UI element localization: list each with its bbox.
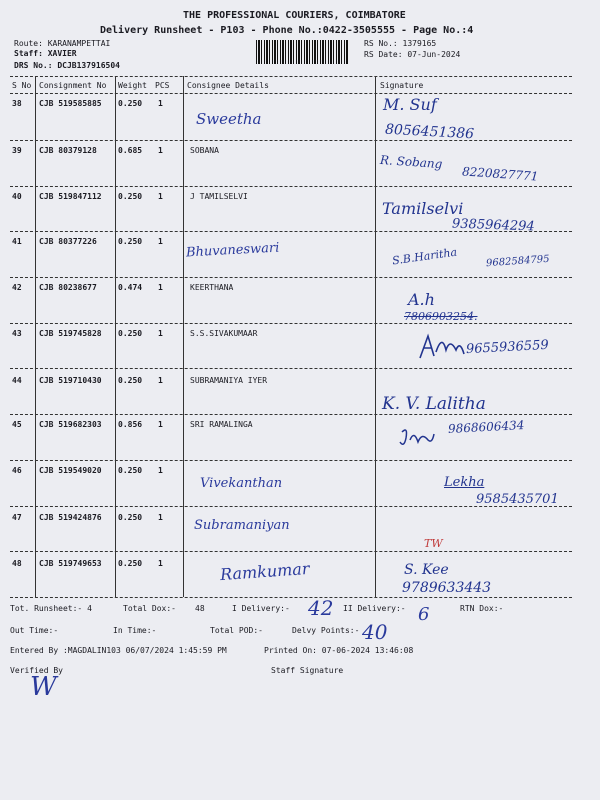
table-header-rule xyxy=(10,93,572,94)
row-pcs: 1 xyxy=(158,283,163,292)
row-pcs: 1 xyxy=(158,420,163,429)
row-consignee-handwritten: Bhuvaneswari xyxy=(185,240,280,261)
row-rule xyxy=(10,186,572,187)
total-dox-label: Total Dox:- xyxy=(123,604,176,613)
row-weight: 0.856 xyxy=(118,420,143,429)
col-divider xyxy=(375,76,376,597)
row-signature: TW xyxy=(424,537,443,550)
printed-on: Printed On: 07-06-2024 13:46:08 xyxy=(264,646,414,655)
row-weight: 0.250 xyxy=(118,466,143,475)
row-weight: 0.250 xyxy=(118,513,143,522)
col-header-weight: Weight xyxy=(118,81,147,90)
col-divider xyxy=(183,76,184,597)
col-header-consignment: Consignment No xyxy=(39,81,107,90)
row-sno: 47 xyxy=(12,513,22,522)
row-rule xyxy=(10,323,572,324)
delvy-points-label: Delvy Points:- xyxy=(292,626,360,635)
row-signature-phone: 7806903254. xyxy=(404,310,478,323)
row-pcs: 1 xyxy=(158,513,163,522)
row-signature-phone: 9655936559 xyxy=(465,337,550,358)
route-label: Route: KARANAMPETTAI xyxy=(14,39,111,48)
rs-number: RS No.: 1379165 xyxy=(364,39,437,48)
row-consignment-no: CJB 80238677 xyxy=(39,283,97,292)
row-consignment-no: CJB 519847112 xyxy=(39,192,102,201)
col-header-signature: Signature xyxy=(380,81,424,90)
row-consignee-handwritten: Subramaniyan xyxy=(194,518,290,533)
company-title: THE PROFESSIONAL COURIERS, COIMBATORE xyxy=(183,10,406,21)
row-weight: 0.474 xyxy=(118,283,143,292)
row-pcs: 1 xyxy=(158,559,163,568)
row-signature: Tamilselvi xyxy=(382,199,464,218)
row-sno: 40 xyxy=(12,192,22,201)
row-signature-scribble xyxy=(418,332,466,362)
row-rule xyxy=(10,460,572,461)
row-signature-phone: 9868606434 xyxy=(447,418,525,436)
row-rule xyxy=(10,231,572,232)
row-sno: 46 xyxy=(12,466,22,475)
col-divider xyxy=(115,76,116,597)
row-weight: 0.685 xyxy=(118,146,143,155)
row-sno: 38 xyxy=(12,99,22,108)
row-consignee-handwritten: Sweetha xyxy=(196,110,262,128)
row-signature: A.h xyxy=(408,290,435,309)
row-sno: 48 xyxy=(12,559,22,568)
row-pcs: 1 xyxy=(158,192,163,201)
row-pcs: 1 xyxy=(158,146,163,155)
i-delivery-handwritten: 42 xyxy=(308,596,334,620)
staff-signature-label: Staff Signature xyxy=(271,666,344,675)
row-consignee: SUBRAMANIYA IYER xyxy=(190,376,268,385)
row-consignment-no: CJB 519549020 xyxy=(39,466,102,475)
row-signature: M. Suf xyxy=(383,95,437,114)
row-signature-phone: 8056451386 xyxy=(384,121,475,143)
row-weight: 0.250 xyxy=(118,329,143,338)
row-consignee: S.S.SIVAKUMAAR xyxy=(190,329,258,338)
i-delivery-label: I Delivery:- xyxy=(232,604,290,613)
row-signature: S. Kee xyxy=(404,562,449,578)
row-sno: 42 xyxy=(12,283,22,292)
col-divider xyxy=(35,76,36,597)
row-weight: 0.250 xyxy=(118,192,143,201)
ii-delivery-label: II Delivery:- xyxy=(343,604,406,613)
row-sno: 39 xyxy=(12,146,22,155)
row-consignee: SOBANA xyxy=(190,146,219,155)
row-signature: S.B.Haritha xyxy=(391,245,458,268)
row-weight: 0.250 xyxy=(118,237,143,246)
row-consignment-no: CJB 80377226 xyxy=(39,237,97,246)
row-rule xyxy=(10,506,572,507)
row-sno: 43 xyxy=(12,329,22,338)
in-time-label: In Time:- xyxy=(113,626,157,635)
total-pod-label: Total POD:- xyxy=(210,626,263,635)
col-header-sno: S No xyxy=(12,81,32,90)
row-rule xyxy=(10,551,572,552)
row-consignee: SRI RAMALINGA xyxy=(190,420,253,429)
delvy-points-handwritten: 40 xyxy=(362,620,388,644)
table-top-rule xyxy=(10,76,572,77)
total-runsheet: Tot. Runsheet:- 4 xyxy=(10,604,92,613)
row-pcs: 1 xyxy=(158,329,163,338)
row-pcs: 1 xyxy=(158,376,163,385)
runsheet-subtitle: Delivery Runsheet - P103 - Phone No.:0422-3505555 - Page No.:4 xyxy=(100,25,474,36)
row-consignment-no: CJB 519749653 xyxy=(39,559,102,568)
row-consignment-no: CJB 519585885 xyxy=(39,99,102,108)
row-sno: 41 xyxy=(12,237,22,246)
entered-by: Entered By :MAGDALIN103 06/07/2024 1:45:59 PM xyxy=(10,646,227,655)
ii-delivery-handwritten: 6 xyxy=(418,604,430,625)
row-signature: K. V. Lalitha xyxy=(382,394,486,414)
col-header-consignee: Consignee Details xyxy=(187,81,269,90)
rtn-dox-label: RTN Dox:- xyxy=(460,604,504,613)
row-signature-phone: 9789633443 xyxy=(402,580,492,596)
row-signature: R. Sobang xyxy=(379,152,443,172)
row-consignment-no: CJB 519682303 xyxy=(39,420,102,429)
total-dox-value: 48 xyxy=(195,604,205,613)
row-signature-phone: 9385964294 xyxy=(451,216,535,235)
row-consignee: KEERTHANA xyxy=(190,283,234,292)
row-pcs: 1 xyxy=(158,237,163,246)
out-time-label: Out Time:- xyxy=(10,626,59,635)
row-rule xyxy=(10,140,572,141)
row-weight: 0.250 xyxy=(118,99,143,108)
row-signature-phone: 9585435701 xyxy=(476,492,559,507)
staff-label: Staff: XAVIER xyxy=(14,49,77,58)
barcode xyxy=(256,40,348,64)
row-consignment-no: CJB 519424876 xyxy=(39,513,102,522)
row-rule xyxy=(10,277,572,278)
row-consignee-handwritten: Vivekanthan xyxy=(200,476,283,491)
row-sno: 45 xyxy=(12,420,22,429)
verified-by-label: Verified By xyxy=(10,666,63,675)
row-signature-phone: 9682584795 xyxy=(485,253,550,270)
col-header-pcs: PCS xyxy=(155,81,170,90)
rs-date: RS Date: 07-Jun-2024 xyxy=(364,50,461,59)
row-consignment-no: CJB 519710430 xyxy=(39,376,102,385)
row-rule xyxy=(10,368,572,369)
table-bottom-rule xyxy=(10,597,572,598)
row-signature-scribble xyxy=(398,426,436,450)
row-pcs: 1 xyxy=(158,466,163,475)
row-weight: 0.250 xyxy=(118,559,143,568)
drs-number: DRS No.: DCJB137916504 xyxy=(14,61,120,70)
row-consignee: J TAMILSELVI xyxy=(190,192,248,201)
row-signature-phone: 8220827771 xyxy=(461,164,539,184)
row-pcs: 1 xyxy=(158,99,163,108)
verified-signature: W xyxy=(30,672,57,702)
row-consignment-no: CJB 519745828 xyxy=(39,329,102,338)
row-consignment-no: CJB 80379128 xyxy=(39,146,97,155)
row-weight: 0.250 xyxy=(118,376,143,385)
row-consignee-handwritten: Ramkumar xyxy=(219,558,311,585)
row-signature: Lekha xyxy=(444,475,485,490)
row-rule xyxy=(10,414,572,415)
row-sno: 44 xyxy=(12,376,22,385)
